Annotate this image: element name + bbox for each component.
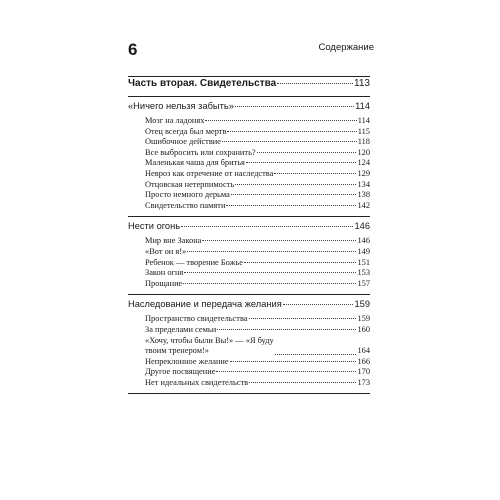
- dot-leader: [217, 329, 356, 330]
- dot-leader: [227, 131, 356, 132]
- divider: [128, 393, 370, 394]
- toc-entry[interactable]: [128, 169, 370, 180]
- dot-leader: [246, 162, 357, 163]
- toc-section: [128, 97, 370, 216]
- part-title: Часть вторая. Свидетельства: [128, 78, 277, 89]
- toc-entry[interactable]: [128, 258, 370, 269]
- entry-title: «Вот он я!»: [145, 246, 187, 256]
- part-page: 113: [354, 78, 370, 89]
- dot-leader: [249, 318, 357, 319]
- chapter-page: 114: [355, 101, 370, 111]
- toc-entry[interactable]: [128, 325, 370, 336]
- dot-leader: [235, 184, 356, 185]
- entry-title: «Хочу, чтобы были Вы!» — «Я буду твоим тренером!»: [145, 335, 274, 356]
- entry-title: Мир вне Закона: [145, 236, 202, 246]
- dot-leader: [277, 83, 353, 84]
- entry-title: Отец всегда был мертв: [145, 126, 227, 136]
- toc-entry[interactable]: [128, 190, 370, 201]
- entry-page: 173: [357, 377, 370, 387]
- entry-title: Невроз как отречение от наследства: [145, 168, 274, 178]
- entry-title: Нет идеальных свидетельств: [145, 377, 249, 387]
- dot-leader: [257, 152, 357, 153]
- entry-title: Пространство свидетельства: [145, 314, 248, 324]
- dot-leader: [235, 106, 354, 107]
- dot-leader: [181, 226, 353, 227]
- entry-title: За пределами семьи: [145, 324, 217, 334]
- chapter-title: Нести огонь: [128, 221, 181, 232]
- dot-leader: [275, 354, 357, 355]
- dot-leader: [187, 251, 356, 252]
- entry-page: 153: [357, 268, 370, 278]
- table-of-contents: [128, 76, 370, 394]
- toc-entry[interactable]: [128, 236, 370, 247]
- dot-leader: [230, 361, 357, 362]
- toc-entry[interactable]: [128, 279, 370, 290]
- entry-title: Закон огня: [145, 268, 184, 278]
- entry-page: 160: [357, 324, 370, 334]
- divider: [128, 76, 370, 77]
- entry-page: 159: [357, 314, 370, 324]
- entry-page: 118: [357, 137, 370, 147]
- entry-page: 149: [357, 246, 370, 256]
- entry-title: Отцовская нетерпимость: [145, 179, 235, 189]
- dot-leader: [183, 283, 356, 284]
- running-head: Содержание: [318, 42, 374, 53]
- entry-title: Свидетельство памяти: [145, 200, 226, 210]
- entry-page: 157: [357, 278, 370, 288]
- toc-section: [128, 217, 370, 294]
- toc-entry[interactable]: [128, 367, 370, 378]
- entry-title: Все выбросить или сохранить?: [145, 147, 256, 157]
- chapters-list: [128, 97, 370, 394]
- chapter-heading[interactable]: [128, 101, 370, 116]
- toc-entry[interactable]: [128, 116, 370, 127]
- part-heading[interactable]: [128, 78, 370, 94]
- dot-leader: [226, 205, 356, 206]
- toc-entry[interactable]: [128, 314, 370, 325]
- dot-leader: [249, 382, 356, 383]
- entry-page: 129: [357, 168, 370, 178]
- entry-page: 134: [357, 179, 370, 189]
- entry-page: 164: [357, 346, 370, 356]
- entry-title: Ошибочное действие: [145, 137, 221, 147]
- page-number: 6: [128, 40, 138, 59]
- toc-entry[interactable]: [128, 336, 370, 357]
- entry-title: Непреклонное желание: [145, 356, 229, 366]
- entry-page: 114: [357, 116, 370, 125]
- dot-leader: [184, 272, 356, 273]
- toc-entry[interactable]: [128, 378, 370, 389]
- entry-page: 120: [357, 147, 370, 157]
- entry-page: 115: [357, 126, 370, 136]
- toc-entry[interactable]: [128, 247, 370, 258]
- entry-page: 124: [357, 158, 370, 168]
- chapter-title: «Ничего нельзя забыть»: [128, 101, 234, 111]
- toc-section: [128, 295, 370, 393]
- chapter-title: Наследование и передача желания: [128, 299, 282, 310]
- entry-page: 170: [357, 367, 370, 377]
- entry-page: 166: [357, 356, 370, 366]
- dot-leader: [283, 304, 354, 305]
- dot-leader: [216, 371, 356, 372]
- dot-leader: [274, 173, 356, 174]
- entry-title: Мозг на ладонях: [145, 116, 205, 125]
- entry-title: Маленькая чаша для бритья: [145, 158, 245, 168]
- toc-entry[interactable]: [128, 268, 370, 279]
- chapter-page: 146: [354, 221, 370, 232]
- toc-entry[interactable]: [128, 201, 370, 212]
- toc-entry[interactable]: [128, 158, 370, 169]
- entry-title: Просто немного дерьма: [145, 190, 230, 200]
- toc-entry[interactable]: [128, 127, 370, 138]
- chapter-heading[interactable]: [128, 299, 370, 314]
- entry-page: 151: [357, 257, 370, 267]
- dot-leader: [222, 141, 357, 142]
- entry-title: Другое посвящение: [145, 367, 216, 377]
- entry-page: 142: [357, 200, 370, 210]
- toc-entry[interactable]: [128, 137, 370, 148]
- dot-leader: [205, 120, 356, 121]
- entry-page: 146: [357, 236, 370, 246]
- dot-leader: [202, 240, 356, 241]
- dot-leader: [244, 262, 356, 263]
- chapter-page: 159: [354, 299, 370, 310]
- entry-page: 138: [357, 190, 370, 200]
- entry-title: Ребенок — творение Божье: [145, 257, 243, 267]
- toc-entry[interactable]: [128, 180, 370, 191]
- toc-entry[interactable]: [128, 148, 370, 159]
- chapter-heading[interactable]: [128, 221, 370, 236]
- dot-leader: [231, 194, 357, 195]
- toc-entry[interactable]: [128, 357, 370, 368]
- entry-title: Прощание: [145, 278, 183, 288]
